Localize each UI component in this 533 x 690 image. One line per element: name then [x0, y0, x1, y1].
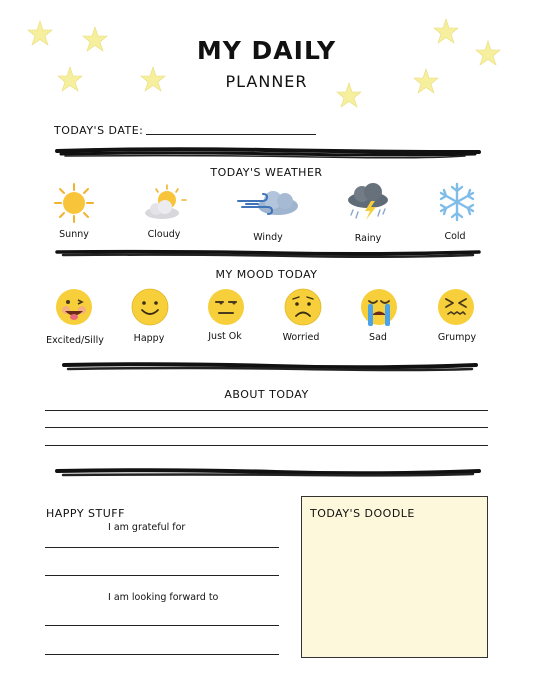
- weather-heading: TODAY'S WEATHER: [210, 166, 323, 179]
- brush-divider: [55, 248, 481, 260]
- weather-label-cloudy: Cloudy: [147, 229, 181, 240]
- mood-label-just-ok: Just Ok: [208, 331, 242, 342]
- forward-line[interactable]: [45, 654, 279, 655]
- mood-label-happy: Happy: [133, 333, 165, 344]
- worried-face-icon: [284, 288, 322, 326]
- mood-label-grumpy: Grumpy: [437, 332, 477, 343]
- mood-label-worried: Worried: [282, 332, 320, 343]
- doodle-heading: TODAY'S DOODLE: [310, 507, 415, 520]
- about-line[interactable]: [45, 427, 488, 428]
- weather-label-rainy: Rainy: [354, 233, 382, 244]
- meh-face-icon: [207, 288, 245, 326]
- page-title: MY DAILY: [196, 36, 337, 65]
- grateful-label: I am grateful for: [108, 522, 186, 533]
- rain-cloud-icon: [345, 183, 391, 225]
- wind-cloud-icon: [236, 186, 302, 220]
- about-heading: ABOUT TODAY: [224, 388, 309, 401]
- mood-heading: MY MOOD TODAY: [215, 268, 318, 281]
- silly-face-icon: [55, 288, 93, 326]
- date-label: TODAY'S DATE:: [54, 124, 144, 137]
- mood-label-sad: Sad: [369, 332, 387, 343]
- brush-divider: [62, 360, 478, 374]
- snowflake-icon: [437, 182, 477, 222]
- page-subtitle: PLANNER: [225, 72, 308, 91]
- sun-behind-cloud-icon: [140, 184, 188, 222]
- about-line[interactable]: [45, 445, 488, 446]
- weather-label-cold: Cold: [444, 231, 466, 242]
- mood-label-excited: Excited/Silly: [46, 335, 104, 346]
- date-field[interactable]: [146, 134, 316, 135]
- forward-line[interactable]: [45, 625, 279, 626]
- happy-face-icon: [131, 288, 169, 326]
- grateful-line[interactable]: [45, 575, 279, 576]
- crying-face-icon: [360, 288, 398, 328]
- happy-heading: HAPPY STUFF: [46, 507, 125, 520]
- weather-label-windy: Windy: [253, 232, 283, 243]
- forward-label: I am looking forward to: [108, 592, 219, 603]
- grateful-line[interactable]: [45, 547, 279, 548]
- brush-divider: [55, 146, 481, 160]
- grumpy-face-icon: [437, 288, 475, 326]
- sun-icon: [53, 182, 95, 224]
- weather-label-sunny: Sunny: [59, 229, 89, 240]
- doodle-box[interactable]: [301, 496, 488, 658]
- about-line[interactable]: [45, 410, 488, 411]
- brush-divider: [55, 466, 481, 480]
